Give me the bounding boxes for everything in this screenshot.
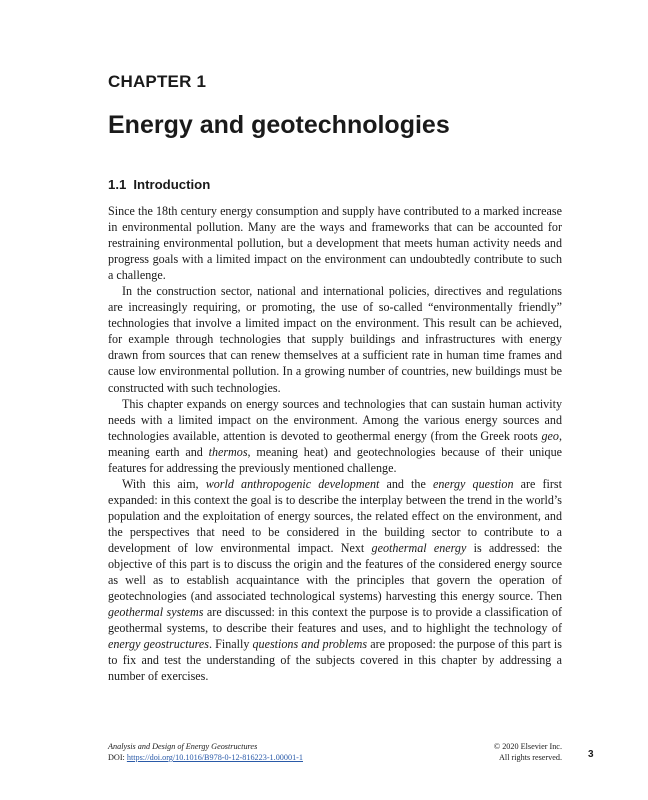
italic-term: geo: [541, 428, 559, 443]
italic-term: energy question: [432, 476, 514, 491]
text-run: . Finally: [208, 637, 253, 652]
paragraph-2: [108, 283, 562, 395]
text-run: is addressed: the objective of this part is to discuss the origin and the features of the considered energy source as well as to establish acquaintance with the principles that govern the operation of geotechnologies (and associated technological systems) harvesting this energy source. Then: [108, 540, 562, 604]
footer-journal-title: Analysis and Design of Energy Geostructures: [108, 742, 258, 751]
doi-link[interactable]: https://doi.org/10.1016/B978-0-12-816223-1.00001-1: [126, 753, 303, 762]
text-run: , meaning earth and: [108, 428, 562, 459]
section-title: Introduction: [133, 177, 211, 192]
italic-term: energy geostructures: [108, 637, 209, 652]
text-run: and the: [379, 476, 433, 491]
chapter-title: Energy and geotechnologies: [108, 111, 450, 139]
italic-term: questions and problems: [252, 637, 368, 652]
italic-term: geothermal systems: [108, 605, 204, 620]
section-heading: [108, 177, 210, 192]
paragraph-1: [108, 203, 562, 283]
section-number: 1.1: [108, 177, 127, 192]
paragraph-3: [108, 396, 562, 476]
italic-term: geothermal energy: [371, 540, 467, 555]
text-run: With this aim,: [122, 476, 206, 491]
body-text: [108, 203, 562, 684]
text-run: This chapter expands on energy sources and technologies that can sustain human activity needs with a limited impact on the environment. Among the various energy sources and technologies available, attention is devoted to geothermal energy (from the Greek roots: [108, 396, 562, 443]
text-run: are first expanded: in this context the goal is to describe the interplay between the trend in the world’s population and the exploitation of energy sources, the related effect on the environment, and the perspectives that need to be considered in the building sector to contribute to a development of low environmental impact. Next: [108, 476, 562, 555]
copyright-text: © 2020 Elsevier Inc.: [493, 742, 562, 751]
text-run: In the construction sector, national and international policies, directives and regulations are increasingly requiring, or promoting, the use of so-called “environmentally friendly” technologies that involve a limited impact on the environment. This result can be achieved, for example through technologies that supply buildings and infrastructures with energy drawn from sources that can renew themselves at a sufficient rate in human time frames and cause low environmental pollution. In a growing number of countries, new buildings must be constructed with such technologies.: [108, 284, 562, 395]
text-run: Since the 18th century energy consumption and supply have contributed to a marked increase in environmental pollution. Many are the ways and frameworks that can be accounted for restraining environmental pollution, but a development that meets human activity needs and progress goals with a limited impact on the environment can undoubtedly contribute to such a challenge.: [108, 204, 562, 283]
footer-copyright: [494, 741, 562, 763]
chapter-label: CHAPTER 1: [108, 72, 207, 91]
text-run: are discussed: in this context the purpose is to provide a classification of geothermal systems, to describe their features and uses, and to highlight the technology of: [108, 605, 562, 636]
paragraph-4: [108, 476, 562, 685]
italic-term: thermos: [208, 444, 248, 459]
text-run: , meaning heat) and geotechnologies because of their unique features for addressing the previously mentioned challenge.: [108, 444, 562, 475]
footer-doi-label: DOI:: [108, 753, 127, 762]
rights-text: All rights reserved.: [499, 753, 562, 762]
text-run: are proposed: the purpose of this part is to fix and test the understanding of the subjects covered in this chapter by addressing a number of exercises.: [108, 637, 562, 684]
page-number: 3: [588, 749, 594, 760]
footer-citation: [108, 741, 303, 763]
italic-term: world anthropogenic development: [205, 476, 380, 491]
